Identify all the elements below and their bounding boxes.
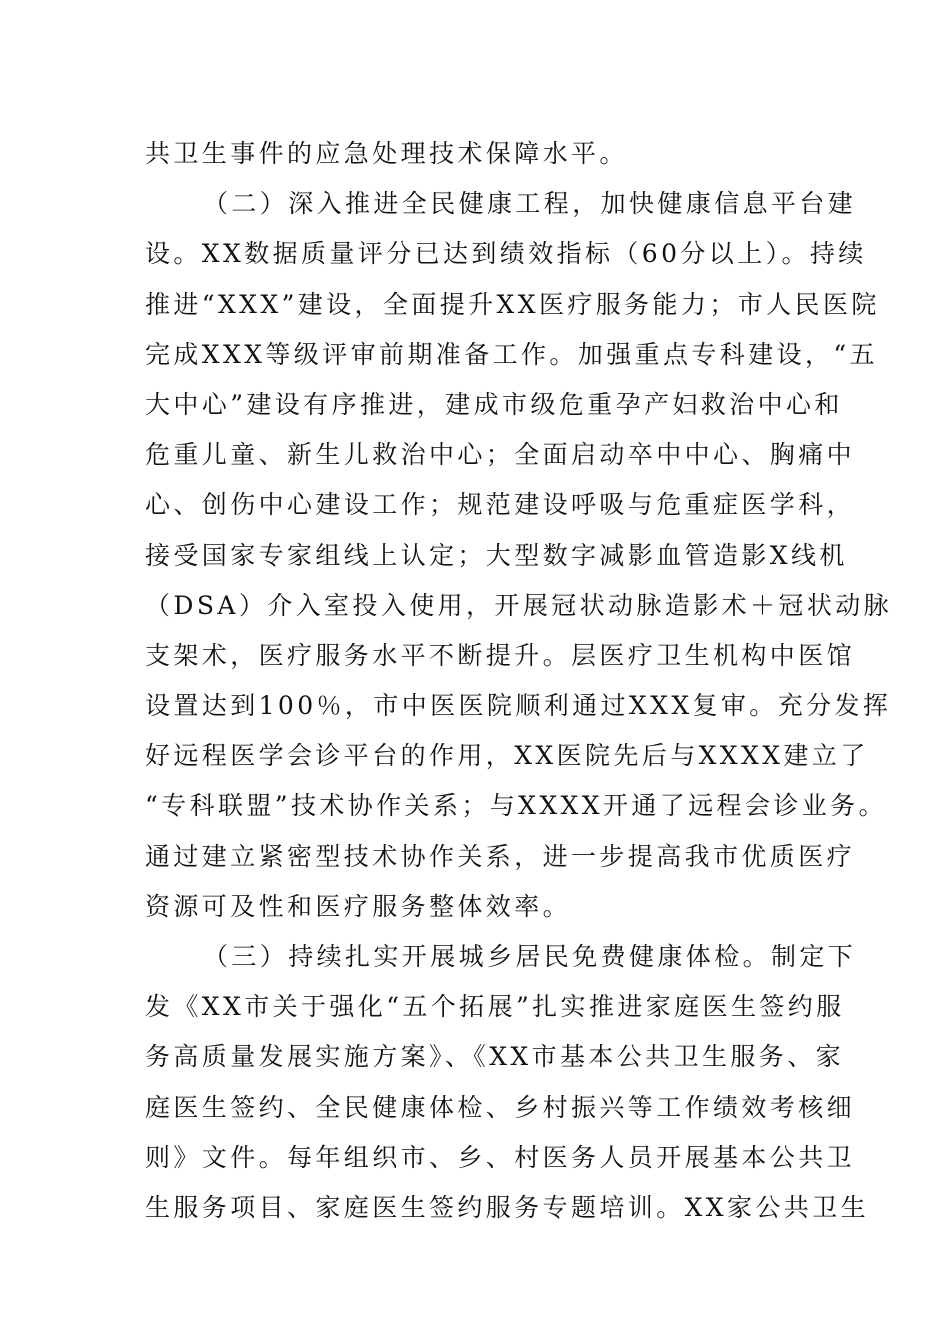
text-line: 完成XXX等级评审前期准备工作。加强重点专科建设，“五 (145, 339, 878, 369)
text-line: 务高质量发展实施方案》、《XX市基本公共卫生服务、家 (145, 1042, 844, 1072)
text-line: 资源可及性和医疗服务整体效率。 (145, 891, 572, 921)
text-line: 设。XX数据质量评分已达到绩效指标（60分以上）。持续 (145, 239, 867, 269)
body-text (145, 129, 893, 1233)
text-line: （DSA）介入室投入使用，开展冠状动脉造影术＋冠状动脉 (145, 590, 893, 620)
text-line: “专科联盟”技术协作关系；与XXXX开通了远程会诊业务。 (145, 791, 887, 821)
text-line: 庭医生签约、全民健康体检、乡村振兴等工作绩效考核细 (145, 1092, 856, 1122)
text-line: 生服务项目、家庭医生签约服务专题培训。XX家公共卫生 (145, 1192, 869, 1222)
text-line: 危重儿童、新生儿救治中心；全面启动卒中中心、胸痛中 (145, 440, 856, 470)
text-line: 推进“XXX”建设，全面提升XX医疗服务能力；市人民医院 (145, 289, 880, 319)
paragraph-2-first-line: （二）深入推进全民健康工程，加快健康信息平台建 (203, 189, 857, 219)
text-line: 共卫生事件的应急处理技术保障水平。 (145, 139, 628, 168)
text-line: 大中心”建设有序推进，建成市级危重孕产妇救治中心和 (145, 389, 843, 419)
text-line: 通过建立紧密型技术协作关系，进一步提高我市优质医疗 (145, 841, 856, 871)
text-line: 则》文件。每年组织市、乡、村医务人员开展基本公共卫 (145, 1142, 856, 1172)
text-line: 设置达到100％，市中医医院顺利通过XXX复审。充分发挥 (145, 691, 892, 721)
paragraph-3-first-line: （三）持续扎实开展城乡居民免费健康体检。制定下 (203, 942, 857, 971)
text-line: 发《XX市关于强化“五个拓展”扎实推进家庭医生签约服 (145, 992, 845, 1022)
text-line: 接受国家专家组线上认定；大型数字减影血管造影X线机 (145, 540, 848, 570)
text-line: 心、创伤中心建设工作；规范建设呼吸与危重症医学科， (145, 490, 856, 520)
text-line: 支架术，医疗服务水平不断提升。层医疗卫生机构中医馆 (145, 640, 856, 670)
text-line: 好远程医学会诊平台的作用，XX医院先后与XXXX建立了 (145, 741, 869, 771)
